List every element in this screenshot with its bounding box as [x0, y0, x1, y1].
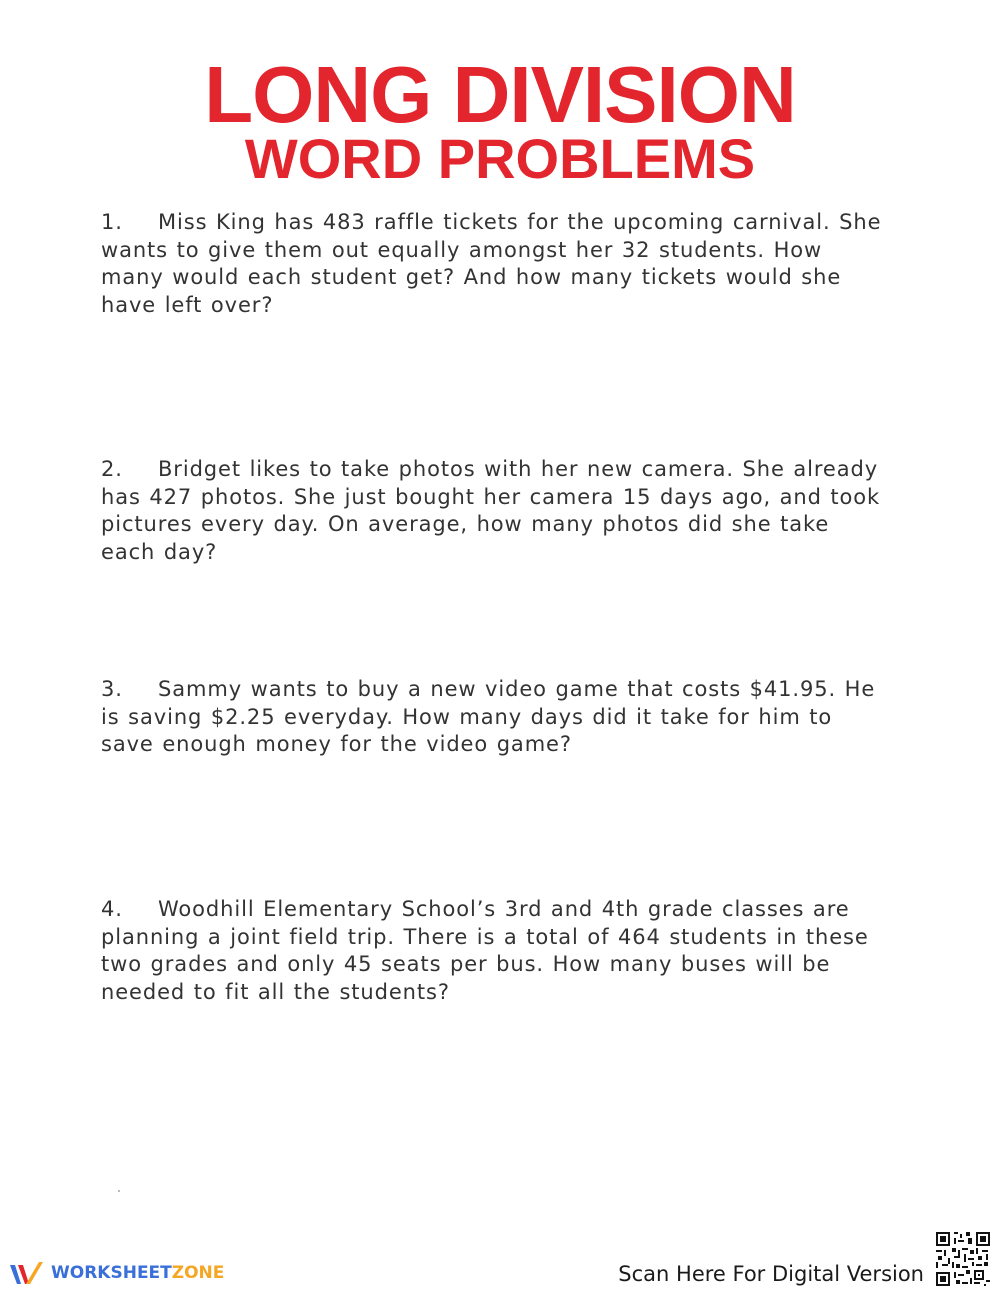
page-subtitle: WORD PROBLEMS	[244, 127, 756, 190]
worksheet-zone-logo[interactable]	[9, 1259, 224, 1287]
page-title: LONG DIVISION	[204, 50, 796, 139]
word-problem-3	[101, 676, 891, 759]
problem-number: 3.	[101, 677, 123, 701]
problem-number: 1.	[101, 210, 123, 234]
logo-text-worksheet: WORKSHEET	[51, 1263, 172, 1283]
problem-text: Sammy wants to buy a new video game that costs $41.95. He is saving $2.25 everyday. How many days did it take for him to save enough money for the video game?	[101, 677, 876, 756]
problem-number: 4.	[101, 897, 123, 921]
word-problem-2	[101, 456, 891, 566]
word-problem-1	[101, 209, 891, 319]
problem-text: Woodhill Elementary School’s 3rd and 4th grade classes are planning a joint field trip. There is a total of 464 students in these two grades and only 45 seats per bus. How many buses will be needed to fit all the students?	[101, 897, 869, 1004]
worksheet-zone-logo-icon	[9, 1259, 45, 1287]
qr-code-icon[interactable]	[934, 1230, 992, 1288]
scan-instruction: Scan Here For Digital Version	[618, 1262, 924, 1286]
logo-text-zone: ZONE	[171, 1263, 225, 1283]
word-problem-4	[101, 896, 891, 1006]
problem-number: 2.	[101, 457, 123, 481]
problem-text: Miss King has 483 raffle tickets for the upcoming carnival. She wants to give them out equally amongst her 32 students. How many would each student get? And how many tickets would she have left over?	[101, 210, 882, 317]
problem-text: Bridget likes to take photos with her new camera. She already has 427 photos. She just bought her camera 15 days ago, and took pictures every day. On average, how many photos did she take each day?	[101, 457, 881, 564]
stray-mark	[118, 1190, 120, 1192]
